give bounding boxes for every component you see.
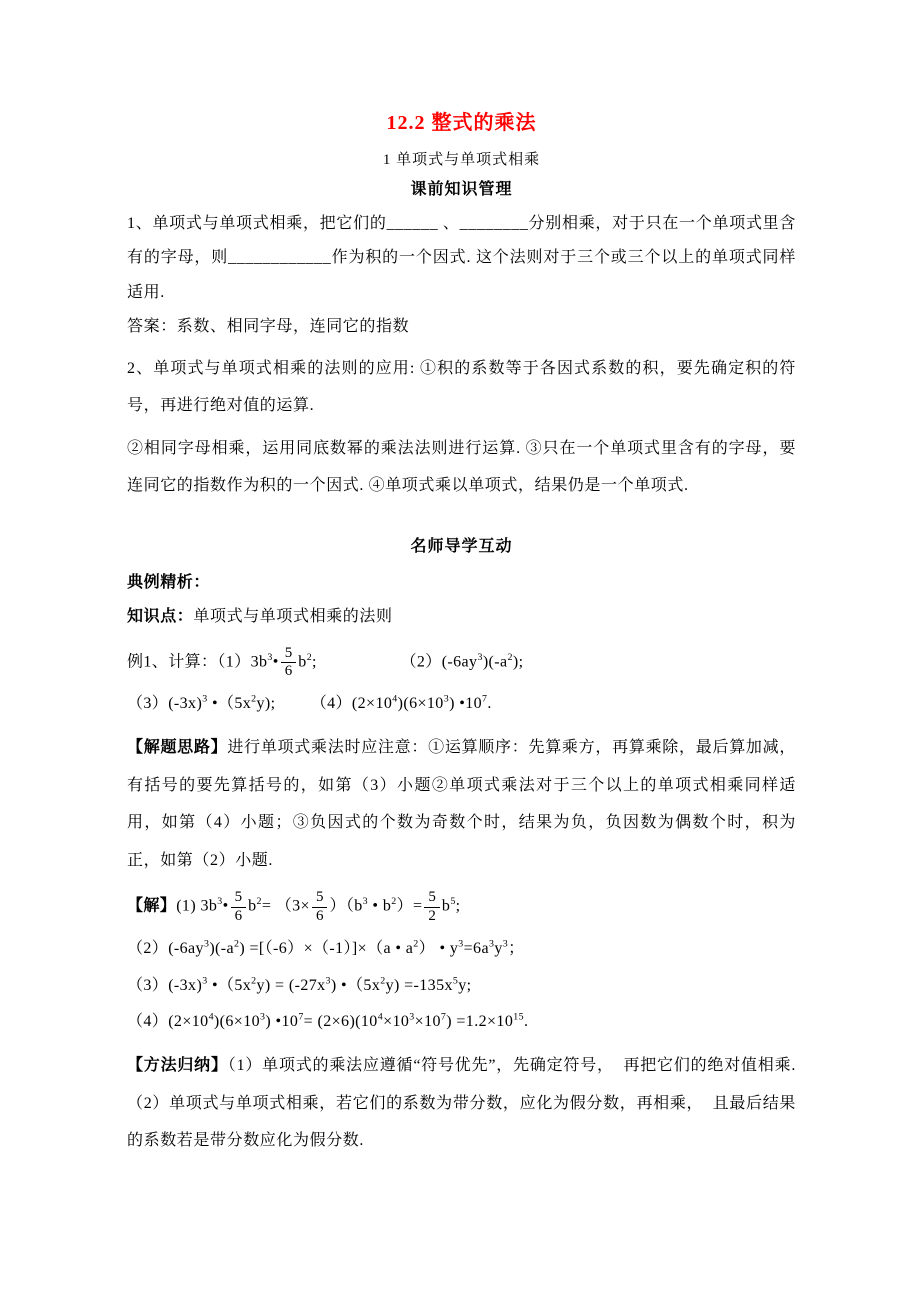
method-summary-label: 【方法归纳】 — [127, 1057, 228, 1075]
exponent: 3 — [362, 896, 369, 908]
exponent: 3 — [458, 938, 464, 950]
exponent: 4 — [377, 1012, 384, 1024]
exponent: 3 — [409, 1012, 415, 1024]
exponent: 2 — [256, 896, 262, 908]
exponent: 2 — [234, 938, 240, 950]
exponent: 7 — [440, 1012, 447, 1024]
document-subtitle: 1 单项式与单项式相乘 — [382, 152, 541, 168]
solution-line-4: $(4)(2\times 10^4)(6\times 10^3)$ $•10^7= (2\times 6)(10^4\times 10^3\times 10^7) =1.2\times 10^{15}$. — [127, 1012, 529, 1031]
exponent: 3 — [217, 896, 223, 908]
exponent: 2 — [507, 651, 513, 663]
paragraph-answer: 答案：系数、相同字母，连同它的指数 — [127, 318, 410, 336]
exponent: 3 — [488, 938, 495, 950]
paragraph-question2-part1: 2、单项式与单项式相乘的法则的应用: ①积的系数等于各因式系数的积，要先确定积的符号，再进行绝对值的运算. — [127, 359, 796, 415]
heading-teacher-guide: 名师导学互动 — [410, 537, 513, 555]
method-summary-text: （1）单项式的乘法应遵循“符号优先”，先确定符号， 再把它们的绝对值相乘.（2）单项式与单项式相乘，若它们的系数为带分数，应化为假分数，再相乘， 且最后结果的系数若是带分数应化为假分数. — [127, 1057, 796, 1150]
exponent: 3 — [202, 975, 208, 987]
exponent: 4 — [392, 693, 398, 705]
paragraph-question2-part2: ②相同字母相乘，运用同底数幂的乘法法则进行运算. ③只在一个单项式里含有的字母，要连同它的指数作为积的一个因式. ④单项式乘以单项式，结果仍是一个单项式. — [127, 439, 796, 495]
solution-idea-label: 【解题思路】 — [127, 739, 228, 757]
fraction: $\frac{5}{6}$ — [312, 889, 328, 925]
exponent: 15 — [513, 1012, 524, 1024]
solution-line-2: $(2)(-6ay^3)(-a^2) =[(-6)\times(-1)]\times(a$ • $a^2$） • $y^3=6a^3y^3$； — [127, 938, 525, 957]
exponent: 2 — [251, 975, 257, 987]
knowledge-point-text: 单项式与单项式相乘的法则 — [193, 608, 393, 626]
knowledge-point-label: 知识点： — [127, 608, 194, 626]
example1-problems-line2: $(3)(-3x)^3$ $•(5x^2y)$; $(4)(2\times 10^4)(6\times 10^3)$ $•10^7$. — [127, 693, 492, 713]
exponent: 3 — [477, 651, 483, 663]
exponent: 7 — [482, 693, 488, 705]
document-title: 12.2 整式的乘法 — [386, 112, 537, 134]
solution-idea-text: 进行单项式乘法时应注意：①运算顺序：先算乘方，再算乘除，最后算加减，有括号的要先算括号的，如第（3）小题②单项式乘法对于三个以上的单项式相乘同样适用，如第（4）小题；③负因式的个数为奇数个时，结果为负，负因数为偶数个时，积为正，如第（2）小题. — [127, 739, 796, 869]
exponent: 5 — [450, 896, 456, 908]
exponent: 3 — [260, 1012, 266, 1024]
exponent: 2 — [380, 975, 386, 987]
exponent: 7 — [298, 1012, 304, 1024]
exponent: 3 — [203, 938, 210, 950]
paragraph-solution-idea — [127, 729, 796, 879]
solution-line-3: $(3)(-3x)^3$ $•(5x^2y) = (-27x^3)$ $•(5x^2y) =-135x^5y$; — [127, 975, 472, 994]
paragraph-method-summary — [127, 1047, 796, 1160]
label-classic-examples: 典例精析： — [127, 573, 211, 591]
paragraph-question1: 1、单项式与单项式相乘，把它们的______ 、________分别相乘，对于只在一个单项式里含有的字母，则____________作为积的一个因式. 这个法则对于三个或三个以上的单项式同样适用. — [127, 215, 796, 301]
exponent: 3 — [443, 693, 450, 705]
exponent: 2 — [391, 896, 397, 908]
heading-pre-class-knowledge: 课前知识管理 — [410, 181, 513, 198]
example1-problems-line1: 例1、计算：$(1)3b^3•$ $\frac{5}{6}$ $b^2$; $(2)(-6ay^3)(-a^2)$; — [127, 644, 524, 679]
paragraph-knowledge-point — [127, 600, 796, 634]
exponent: 3 — [202, 693, 208, 705]
exponent: 3 — [502, 938, 509, 950]
exponent: 2 — [413, 938, 419, 950]
solution-line-1: 【解】(1) $3b^3•$ $\frac{5}{6}$ $b^2= (3\times$ $\frac{5}{6}$ ）（$b^3$ • $b^2)=$ $\frac{5}{2}$ $b^5$; — [127, 889, 461, 924]
exponent: 2 — [306, 651, 313, 663]
fraction: $\frac{5}{2}$ — [424, 889, 440, 925]
exponent: 2 — [251, 693, 257, 705]
line-label: 【解】 — [127, 897, 177, 915]
exponent: 3 — [325, 975, 331, 987]
exponent: 3 — [267, 651, 273, 663]
fraction: $\frac{5}{6}$ — [231, 889, 247, 925]
fraction: $\frac{5}{6}$ — [281, 645, 297, 681]
exponent: 5 — [452, 975, 459, 987]
exponent: 4 — [208, 1012, 214, 1024]
